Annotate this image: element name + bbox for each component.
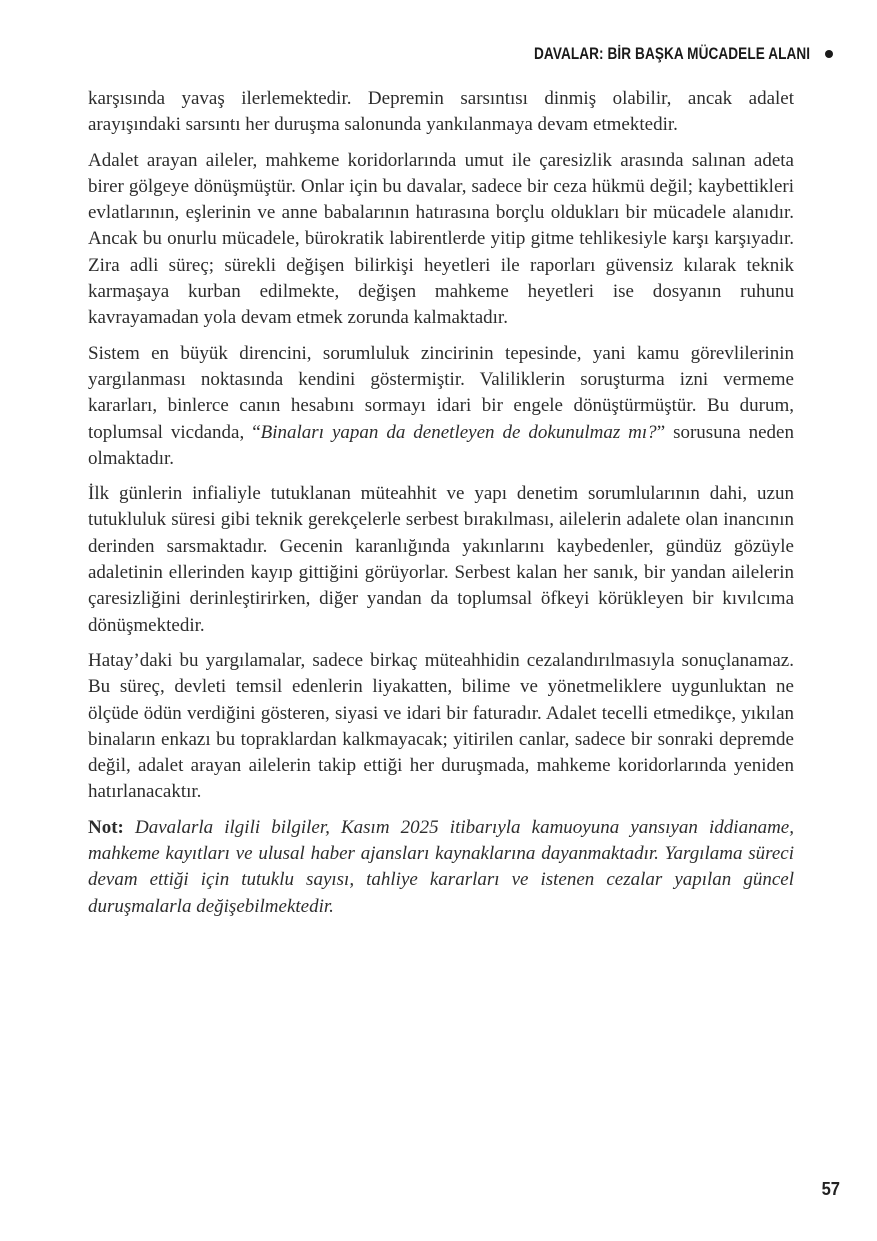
text-run: Adalet arayan aileler, mahkeme koridorlarında umut ile çaresizlik arasında salınan adeta birer gölgeye dönüşmüştür. Onlar için bu davalar, sadece bir ceza hükmü değil; kaybettikleri evlatlarının, eşlerinin ve anne babalarının hatırasına borçlu oldukları bir mücadele alanıdır. Ancak bu onurlu mücadele, bürokratik labirentlerde yitip gitme tehlikesiyle karşı karşıyadır. Zira adli süreç; sürekli değişen bilirkişi heyetleri ile raporları güvensiz kılarak teknik karmaşaya kurban edilmekte, değişen mahkeme heyetleri ise dosyanın ruhunu kavrayamadan yola devam etmek zorunda kalmaktadır. [88, 149, 794, 329]
text-run: karşısında yavaş ilerlemektedir. Depremin sarsıntısı dinmiş olabilir, ancak adalet arayışındaki sarsıntı her duruşma salonunda yankılanmaya devam etmektedir. [88, 88, 794, 136]
paragraph [88, 86, 794, 139]
paragraph [88, 341, 794, 472]
article-body [88, 86, 794, 929]
text-run: Hatay’daki bu yargılamalar, sadece birkaç müteahhidin cezalandırılmasıyla sonuçlanamaz. Bu süreç, devleti temsil edenlerin liyakatten, bilime ve yönetmeliklere uygunluktan ne ölçüde ödün verdiğini gösteren, siyasi ve idari bir faturadır. Adalet tecelli etmedikçe, yıkılan binaların enkazı bu topraklardan kalkmayacak; yitirilen canlar, sadece bir sonraki depremde değil, adalet arayan ailelerin takip ettiği her duruşmada, mahkeme koridorlarında yeniden hatırlanacaktır. [88, 649, 794, 803]
text-run: Binaları yapan da denetleyen de dokunulmaz mı? [260, 421, 657, 443]
paragraph [88, 648, 794, 806]
paragraph [88, 481, 794, 639]
text-run: Sistem en büyük direncini, sorumluluk zincirinin tepesinde, yani kamu görevlilerinin yargılanması noktasında kendini göstermiştir. Valiliklerin soruşturma izni vermeme kararları, binlerce canın hesabını sormayı idari bir engele dönüştürmüştür. Bu durum, toplumsal vicdanda, “ [88, 342, 794, 443]
running-header-title: DAVALAR: BİR BAŞKA MÜCADELE ALANI [533, 44, 810, 63]
text-run: ” sorusuna neden olmaktadır. [88, 421, 794, 469]
running-header [465, 44, 833, 64]
circle-bullet-icon [825, 50, 833, 58]
text-run: Not: [88, 816, 124, 838]
page-number: 57 [821, 1179, 840, 1199]
text-run: Davalarla ilgili bilgiler, Kasım 2025 itibarıyla kamuoyuna yansıyan iddianame, mahkeme kayıtları ve ulusal haber ajansları kaynaklarına dayanmaktadır. Yargılama süreci devam ettiği için tutuklu sayısı, tahliye kararları ve istenen cezalar yapılan güncel duruşmalarla değişebilmektedir. [88, 816, 794, 917]
text-run: İlk günlerin infialiyle tutuklanan müteahhit ve yapı denetim sorumlularının dahi, uzun tutukluluk süresi gibi teknik gerekçelerle serbest bırakılması, ailelerin adalete olan inancının derinden sarsmaktadır. Gecenin karanlığında yakınlarını kaybedenler, gündüz gözüyle adaletinin ellerinden kayıp gittiğini görüyorlar. Serbest kalan her sanık, bir yandan ailelerin çaresizliğini derinleştirirken, diğer yandan da toplumsal öfkeyi körükleyen bir kıvılcıma dönüşmektedir. [88, 483, 794, 636]
paragraph [88, 148, 794, 332]
paragraph [88, 815, 794, 920]
